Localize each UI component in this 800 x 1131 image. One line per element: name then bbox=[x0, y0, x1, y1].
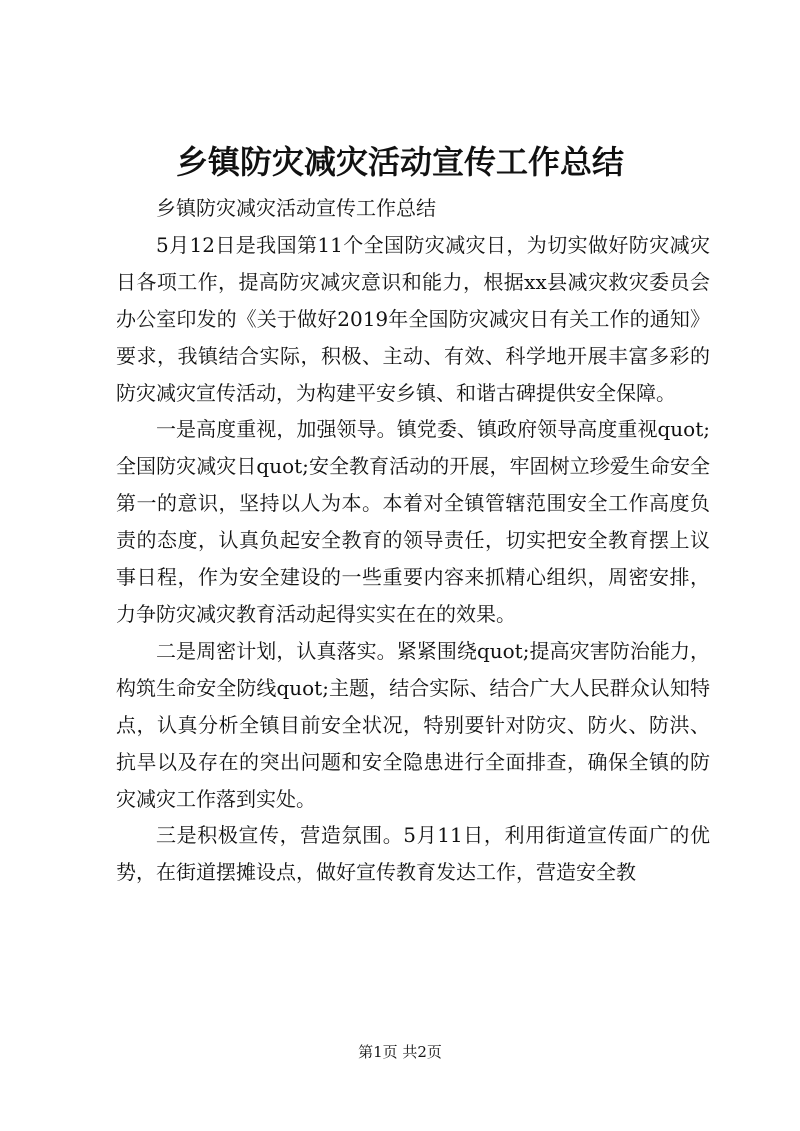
document-title: 乡镇防灾减灾活动宣传工作总结 bbox=[175, 143, 624, 181]
paragraph-subtitle: 乡镇防灾减灾活动宣传工作总结 bbox=[156, 196, 436, 220]
document-body bbox=[116, 190, 710, 891]
paragraph-point-three: 三是积极宣传，营造氛围。5月11日，利用街道宣传面广的优势，在街道摆摊设点，做好宣传教育发达工作，营造安全教 bbox=[116, 823, 710, 885]
page-footer: 第1页 共2页 bbox=[358, 1043, 442, 1061]
paragraph-point-two: 二是周密计划，认真落实。紧紧围绕quot;提高灾害防治能力，构筑生命安全防线quot;主题，结合实际、结合广大人民群众认知特点，认真分析全镇目前安全状况，特别要针对防灾、防火、防洪、抗旱以及存在的突出问题和安全隐患进行全面排查，确保全镇的防灾减灾工作落到实处。 bbox=[116, 638, 710, 811]
paragraph-point-one: 一是高度重视，加强领导。镇党委、镇政府领导高度重视quot;全国防灾减灾日quot;安全教育活动的开展，牢固树立珍爱生命安全第一的意识，坚持以人为本。本着对全镇管辖范围安全工作高度负责的态度，认真负起安全教育的领导责任，切实把安全教育摆上议事日程，作为安全建设的一些重要内容来抓精心组织，周密安排，力争防灾减灾教育活动起得实实在在的效果。 bbox=[116, 417, 710, 626]
paragraph-intro: 5月12日是我国第11个全国防灾减灾日，为切实做好防灾减灾日各项工作，提高防灾减灾意识和能力，根据xx县减灾救灾委员会办公室印发的《关于做好2019年全国防灾减灾日有关工作的通知》要求，我镇结合实际，积极、主动、有效、科学地开展丰富多彩的防灾减灾宣传活动，为构建平安乡镇、和谐古碑提供安全保障。 bbox=[116, 232, 710, 405]
